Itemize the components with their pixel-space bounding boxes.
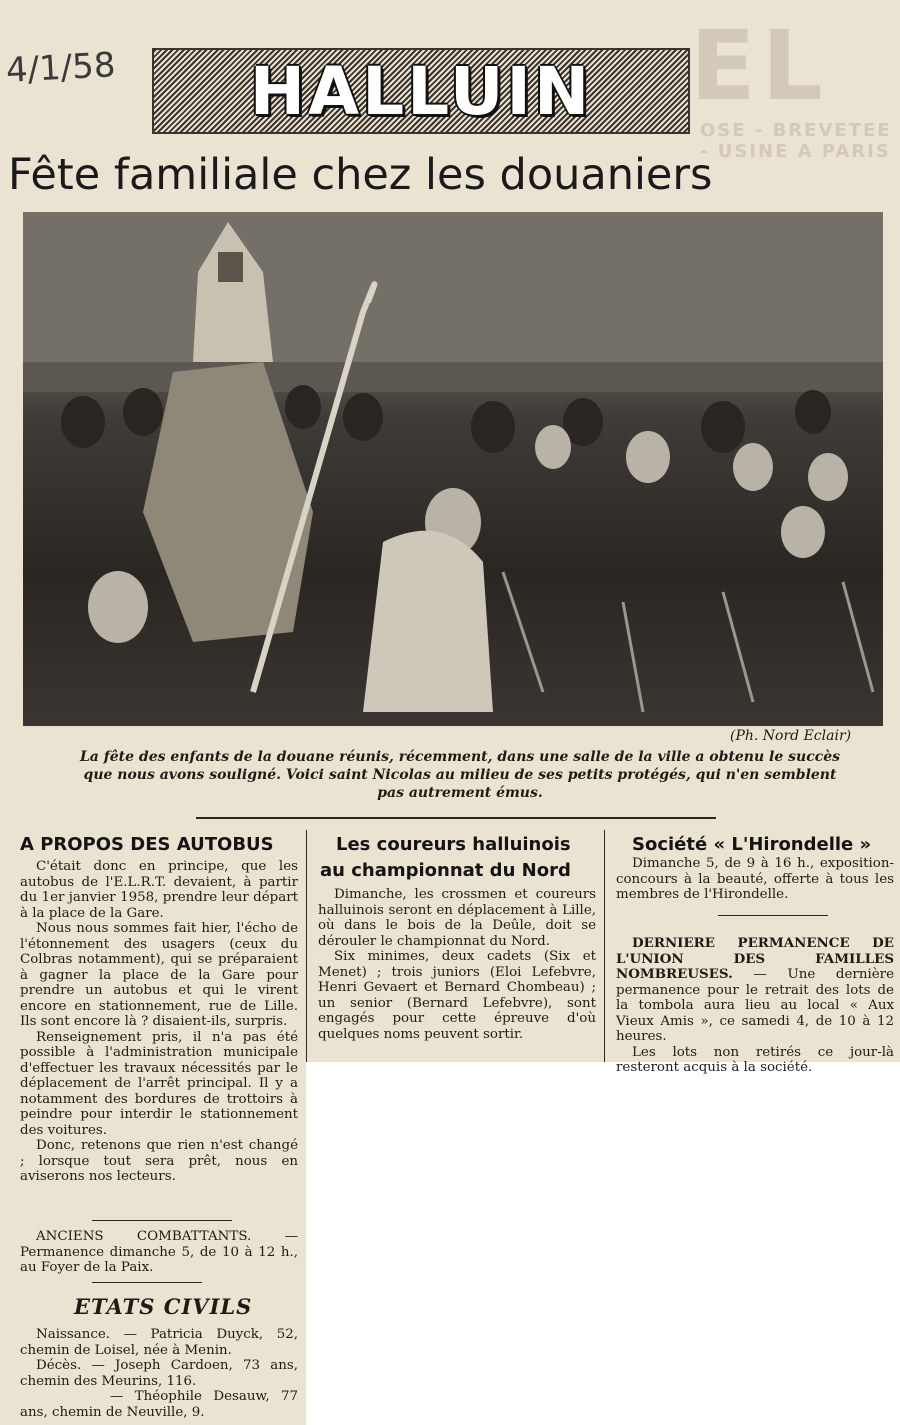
handwritten-date: 4/1/58	[5, 45, 117, 91]
divider-1	[92, 1220, 232, 1221]
anciens-combattants: ANCIENS COMBATTANTS. — Permanence dimanche 5, de 10 à 12 h., au Foyer de la Paix.	[20, 1229, 298, 1275]
article-title-coureurs-line1: Les coureurs halluinois	[336, 834, 571, 855]
masthead-banner	[152, 48, 690, 134]
masthead-title: HALLUIN	[249, 52, 593, 130]
headline: Fête familiale chez les douaniers	[8, 150, 713, 200]
permanence-notice: DERNIERE PERMANENCE DE L'UNION DES FAMILLES NOMBREUSES. — Une dernière permanence pour le retrait des lots de la tombola aura lieu au local « Aux Vieux Amis », ce samedi 4, de 10 à 12 heures. Les lots non retirés ce jour-là resteront acquis à la société.	[616, 935, 894, 1075]
article-title-coureurs-line2: au championnat du Nord	[320, 860, 571, 881]
article-title-hirondelle: Société « L'Hirondelle »	[632, 834, 872, 855]
article-body-hirondelle: Dimanche 5, de 9 à 16 h., exposition-concours à la beauté, offerte à tous les membres de l'Hirondelle.	[616, 856, 894, 902]
divider-3	[718, 915, 828, 916]
column-rule-2	[604, 830, 605, 1062]
etats-civils-title: ETATS CIVILS	[74, 1294, 253, 1319]
photo-credit: (Ph. Nord Eclair)	[730, 728, 852, 744]
caption-divider	[196, 817, 716, 819]
news-photo	[23, 212, 883, 726]
article-body-autobus: C'était donc en principe, que les autobus de l'E.L.R.T. devaient, à partir du 1er janvier 1958, prendre leur départ à la place de la Gare. Nous nous sommes fait hier, l'écho de l'étonnement des usagers (ceux du Colbras notamment), qui se préparaient à gagner la place de la Gare pour prendre un autobus et qui le virent encore en stationnement, rue de Lille. Ils sont encore là ? disaient-ils, surpris. Renseignement pris, il n'a pas été possible à l'administration municipale d'effectuer les travaux nécessités par le déplacement de l'arrêt principal. Il y a notamment des bordures de trottoirs à peindre pour interdir le stationnement des voitures. Donc, retenons que rien n'est changé ; lorsque tout sera prêt, nous en aviserons nos lecteurs.	[20, 859, 298, 1184]
article-title-autobus: A PROPOS DES AUTOBUS	[20, 834, 274, 855]
photo-caption: La fête des enfants de la douane réunis, récemment, dans une salle de la ville a obtenu le succès que nous avons souligné. Voici saint Nicolas au milieu de ses petits protégés, qui n'en semblent pas autrement émus.	[79, 749, 841, 801]
divider-2	[92, 1282, 202, 1283]
column-rule-1	[306, 830, 307, 1062]
article-body-coureurs: Dimanche, les crossmen et coureurs halluinois seront en déplacement à Lille, où dans le bois de la Deûle, doit se dérouler le championnat du Nord. Six minimes, deux cadets (Six et Menet) ; trois juniors (Eloi Lefebvre, Henri Gevaert et Bernard Chombeau) ; un senior (Bernard Lefebvre), sont engagés pour cette épreuve d'où quelques noms peuvent sortir.	[318, 887, 596, 1042]
bleed-through-text: EL OSE - BREVETEE - USINE A PARIS	[690, 10, 892, 162]
photo-illustration	[23, 212, 883, 726]
etats-civils-body: Naissance. — Patricia Duyck, 52, chemin de Loisel, née à Menin. Décès. — Joseph Cardoen, 73 ans, chemin des Meurins, 116. — Théophile Desauw, 77 ans, chemin de Neuville, 9.	[20, 1327, 298, 1420]
